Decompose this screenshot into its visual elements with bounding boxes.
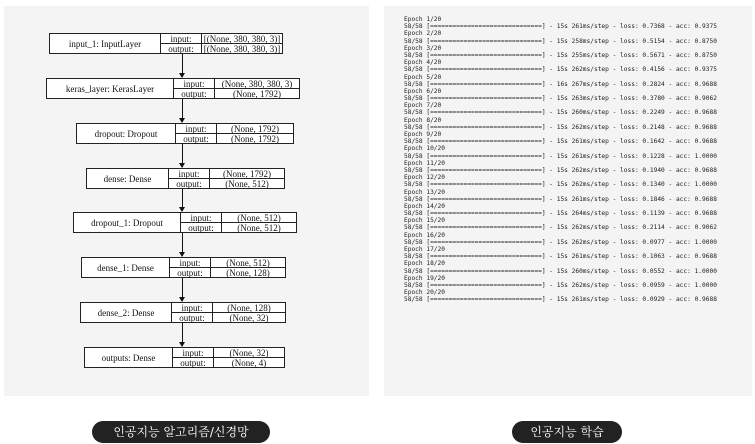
layer-io-table: [175, 123, 294, 144]
layer-name: dropout_1: Dropout: [73, 212, 181, 233]
layer-output-row: [172, 357, 285, 368]
progress-line: 58/58 [==============================] - 15s 262ms/step - loss: 0.0977 - acc: 1.0000: [404, 238, 717, 246]
progress-line: 58/58 [==============================] - 15s 261ms/step - loss: 0.1063 - acc: 0.9688: [404, 253, 717, 261]
layer-io-table: [173, 78, 300, 99]
layer-box: [73, 212, 297, 233]
layer-input-label: input:: [160, 33, 202, 44]
progress-line: 58/58 [==============================] - 15s 261ms/step - loss: 0.0929 - acc: 0.9688: [404, 296, 717, 304]
layer-box: [84, 347, 285, 368]
layer-io-table: [168, 168, 285, 189]
flow-arrow: [182, 144, 183, 167]
progress-line: 58/58 [==============================] - 15s 261ms/step - loss: 0.1642 - acc: 0.9688: [404, 138, 717, 146]
layer-name: keras_layer: KerasLayer: [46, 78, 174, 99]
layer-box: [86, 168, 285, 189]
layer-output-row: [160, 43, 283, 54]
progress-line: 58/58 [==============================] - 15s 262ms/step - loss: 0.1340 - acc: 1.0000: [404, 181, 717, 189]
progress-line: 58/58 [==============================] - 15s 262ms/step - loss: 0.2148 - acc: 0.9688: [404, 123, 717, 131]
progress-line: 58/58 [==============================] - 15s 262ms/step - loss: 0.2114 - acc: 0.9062: [404, 224, 717, 232]
layer-input-label: input:: [171, 302, 213, 313]
layer-output-row: [168, 178, 285, 189]
layer-output-row: [175, 133, 294, 144]
layer-input-shape: [(None, 380, 380, 3)]: [201, 33, 283, 44]
layer-output-label: output:: [180, 222, 222, 233]
epoch-line: Epoch 8/20: [404, 116, 442, 124]
progress-line: 58/58 [==============================] - 15s 262ms/step - loss: 0.0959 - acc: 1.0000: [404, 281, 717, 289]
layer-io-table: [160, 33, 283, 54]
epoch-line: Epoch 14/20: [404, 202, 445, 210]
epoch-line: Epoch 11/20: [404, 159, 445, 167]
model-diagram-panel: [4, 6, 369, 396]
layer-io-table: [180, 212, 297, 233]
flow-arrow: [182, 323, 183, 346]
epoch-line: Epoch 6/20: [404, 87, 442, 95]
layer-input-shape: (None, 512): [221, 212, 297, 223]
layer-input-shape: (None, 1792): [216, 123, 294, 134]
layer-output-label: output:: [173, 88, 215, 99]
epoch-line: Epoch 20/20: [404, 289, 445, 297]
layer-output-shape: (None, 512): [221, 222, 297, 233]
layer-output-shape: (None, 512): [209, 178, 285, 189]
layer-io-table: [169, 257, 286, 278]
epoch-line: Epoch 13/20: [404, 188, 445, 196]
layer-io-table: [171, 302, 286, 323]
epoch-line: Epoch 4/20: [404, 59, 442, 67]
layer-io-table: [172, 347, 285, 368]
layer-output-shape: [(None, 380, 380, 3)]: [201, 43, 283, 54]
layer-input-label: input:: [168, 168, 210, 179]
layer-name: input_1: InputLayer: [49, 33, 161, 54]
progress-line: 58/58 [==============================] - 15s 260ms/step - loss: 0.0552 - acc: 1.0000: [404, 267, 717, 275]
progress-line: 58/58 [==============================] - 15s 262ms/step - loss: 0.1940 - acc: 0.9688: [404, 166, 717, 174]
training-log: [404, 16, 744, 304]
progress-line: 58/58 [==============================] - 15s 262ms/step - loss: 0.4156 - acc: 0.9375: [404, 66, 717, 74]
layer-input-label: input:: [175, 123, 217, 134]
progress-line: 58/58 [==============================] - 15s 255ms/step - loss: 0.5671 - acc: 0.8750: [404, 51, 717, 59]
layer-box: [81, 257, 286, 278]
layer-box: [49, 33, 283, 54]
layer-input-label: input:: [180, 212, 222, 223]
layer-input-label: input:: [172, 347, 214, 358]
layer-output-shape: (None, 32): [212, 312, 286, 323]
caption-algorithm: 인공지능 알고리즘/신경망: [92, 421, 270, 443]
layer-name: dropout: Dropout: [76, 123, 176, 144]
layer-box: [46, 78, 300, 99]
flow-arrow: [182, 99, 183, 122]
training-log-panel: [384, 6, 752, 396]
layer-output-label: output:: [171, 312, 213, 323]
flow-arrow: [182, 233, 183, 256]
progress-line: 58/58 [==============================] - 16s 267ms/step - loss: 0.2824 - acc: 0.9688: [404, 80, 717, 88]
layer-input-shape: (None, 1792): [209, 168, 285, 179]
layer-output-shape: (None, 4): [213, 357, 285, 368]
progress-line: 58/58 [==============================] - 15s 261ms/step - loss: 0.1846 - acc: 0.9688: [404, 195, 717, 203]
epoch-line: Epoch 19/20: [404, 274, 445, 282]
progress-line: 58/58 [==============================] - 15s 264ms/step - loss: 0.1139 - acc: 0.9688: [404, 210, 717, 218]
flow-arrow: [182, 278, 183, 301]
epoch-line: Epoch 7/20: [404, 102, 442, 110]
epoch-line: Epoch 10/20: [404, 145, 445, 153]
layer-output-shape: (None, 128): [210, 267, 286, 278]
layer-output-label: output:: [172, 357, 214, 368]
progress-line: 58/58 [==============================] - 15s 263ms/step - loss: 0.3780 - acc: 0.9062: [404, 95, 717, 103]
layer-box: [76, 123, 294, 144]
epoch-line: Epoch 1/20: [404, 16, 442, 23]
epoch-line: Epoch 15/20: [404, 217, 445, 225]
epoch-line: Epoch 12/20: [404, 174, 445, 182]
layer-input-label: input:: [173, 78, 215, 89]
layer-input-shape: (None, 128): [212, 302, 286, 313]
epoch-line: Epoch 16/20: [404, 231, 445, 239]
layer-output-label: output:: [168, 178, 210, 189]
layer-box: [80, 302, 286, 323]
progress-line: 58/58 [==============================] - 15s 260ms/step - loss: 0.2249 - acc: 0.9688: [404, 109, 717, 117]
flow-arrow: [182, 54, 183, 77]
layer-name: outputs: Dense: [84, 347, 173, 368]
epoch-line: Epoch 2/20: [404, 30, 442, 38]
progress-line: 58/58 [==============================] - 15s 258ms/step - loss: 0.5154 - acc: 0.8750: [404, 37, 717, 45]
layer-name: dense: Dense: [86, 168, 169, 189]
model-architecture-diagram: [4, 6, 369, 396]
caption-training: 인공지능 학습: [512, 421, 622, 443]
epoch-line: Epoch 17/20: [404, 246, 445, 253]
layer-output-shape: (None, 1792): [214, 88, 300, 99]
progress-line: 58/58 [==============================] - 15s 261ms/step - loss: 0.7368 - acc: 0.9375: [404, 23, 717, 31]
layer-input-shape: (None, 512): [210, 257, 286, 268]
layer-input-label: input:: [169, 257, 211, 268]
layer-name: dense_2: Dense: [80, 302, 172, 323]
epoch-line: Epoch 5/20: [404, 73, 442, 81]
epoch-line: Epoch 3/20: [404, 44, 442, 52]
layer-output-row: [169, 267, 286, 278]
layer-output-shape: (None, 1792): [216, 133, 294, 144]
layer-output-row: [173, 88, 300, 99]
layer-output-label: output:: [169, 267, 211, 278]
epoch-line: Epoch 9/20: [404, 131, 442, 138]
layer-input-shape: (None, 380, 380, 3): [214, 78, 300, 89]
layer-output-row: [171, 312, 286, 323]
layer-input-shape: (None, 32): [213, 347, 285, 358]
layer-output-label: output:: [175, 133, 217, 144]
layer-name: dense_1: Dense: [81, 257, 170, 278]
layer-output-label: output:: [160, 43, 202, 54]
flow-arrow: [182, 189, 183, 211]
progress-line: 58/58 [==============================] - 15s 261ms/step - loss: 0.1228 - acc: 1.0000: [404, 152, 717, 160]
epoch-line: Epoch 18/20: [404, 260, 445, 268]
layer-output-row: [180, 222, 297, 233]
